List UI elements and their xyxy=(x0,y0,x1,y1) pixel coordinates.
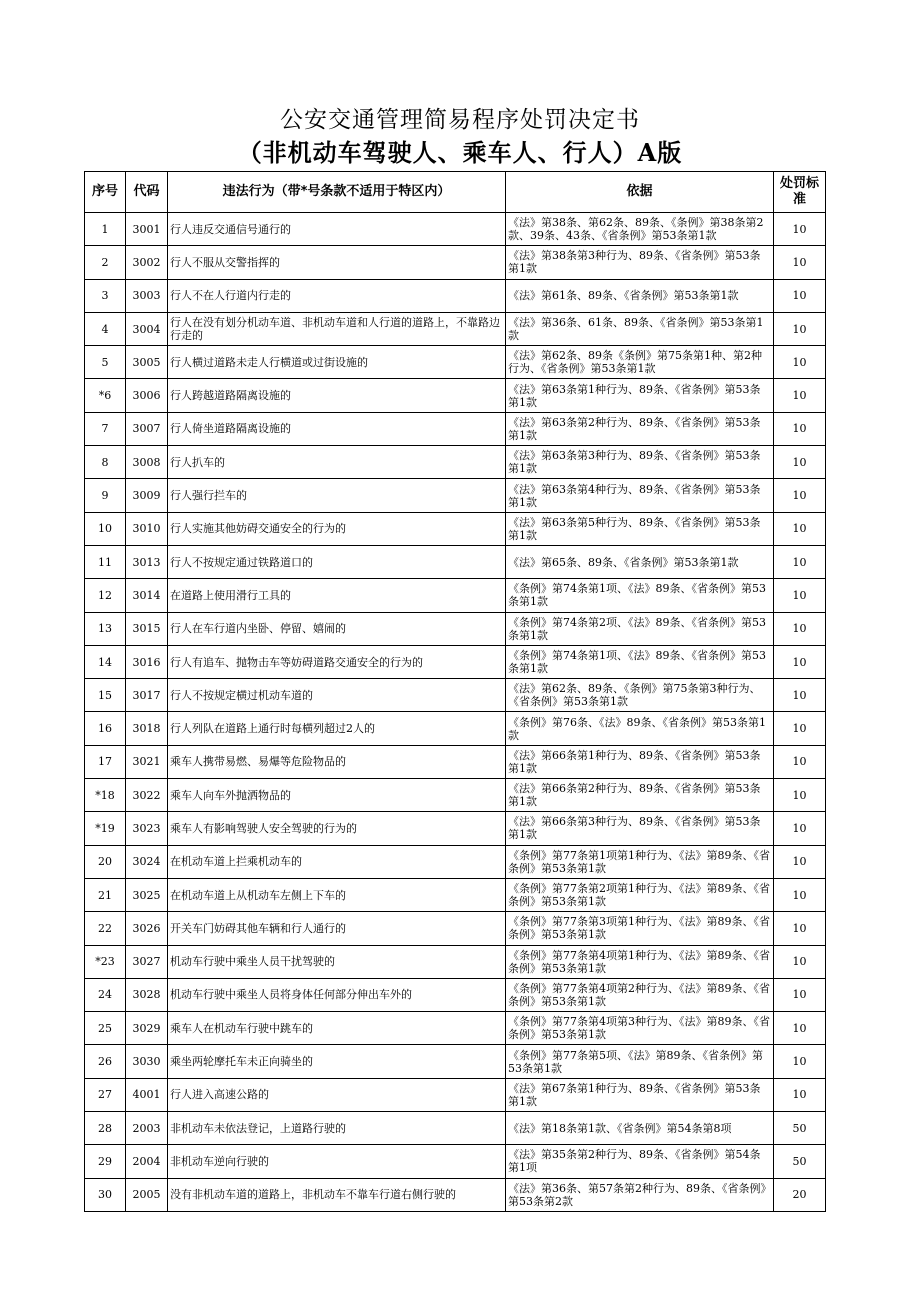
table-row xyxy=(85,1145,826,1178)
table-row xyxy=(85,712,826,745)
cell-seq: 26 xyxy=(85,1045,126,1078)
table-row xyxy=(85,1045,826,1078)
header-basis: 依据 xyxy=(506,172,774,213)
cell-code: 3028 xyxy=(126,978,168,1011)
cell-act: 在机动车道上从机动车左侧上下车的 xyxy=(168,878,506,911)
cell-code: 3006 xyxy=(126,379,168,412)
cell-basis: 《法》第63条第2种行为、89条、《省条例》第53条第1款 xyxy=(506,412,774,445)
cell-std: 10 xyxy=(774,213,826,246)
table-row xyxy=(85,1012,826,1045)
header-seq: 序号 xyxy=(85,172,126,213)
cell-act: 行人扒车的 xyxy=(168,446,506,479)
cell-code: 3013 xyxy=(126,545,168,578)
header-std: 处罚标准 xyxy=(774,172,826,213)
cell-act: 行人倚坐道路隔离设施的 xyxy=(168,412,506,445)
cell-seq: 17 xyxy=(85,745,126,778)
cell-code: 3029 xyxy=(126,1012,168,1045)
cell-std: 10 xyxy=(774,679,826,712)
table-row xyxy=(85,246,826,279)
cell-basis: 《法》第62条、89条、《条例》第75条第3种行为、《省条例》第53条第1款 xyxy=(506,679,774,712)
table-row xyxy=(85,1078,826,1111)
cell-code: 3005 xyxy=(126,346,168,379)
cell-code: 3014 xyxy=(126,579,168,612)
cell-act: 乘车人向车外抛洒物品的 xyxy=(168,779,506,812)
cell-std: 10 xyxy=(774,779,826,812)
cell-code: 3017 xyxy=(126,679,168,712)
cell-seq: 16 xyxy=(85,712,126,745)
cell-basis: 《法》第66条第2种行为、89条、《省条例》第53条第1款 xyxy=(506,779,774,812)
table-row xyxy=(85,346,826,379)
cell-basis: 《法》第62条、89条《条例》第75条第1种、第2种行为、《省条例》第53条第1款 xyxy=(506,346,774,379)
table-row xyxy=(85,745,826,778)
cell-basis: 《法》第35条第2种行为、89条、《省条例》第54条第1项 xyxy=(506,1145,774,1178)
cell-std: 10 xyxy=(774,379,826,412)
table-row xyxy=(85,779,826,812)
cell-basis: 《法》第38条、第62条、89条、《条例》第38条第2款、39条、43条、《省条例》第53条第1款 xyxy=(506,213,774,246)
cell-std: 10 xyxy=(774,1078,826,1111)
cell-basis: 《法》第18条第1款、《省条例》第54条第8项 xyxy=(506,1112,774,1145)
cell-std: 50 xyxy=(774,1145,826,1178)
page-title: 公安交通管理简易程序处罚决定书 xyxy=(280,107,640,133)
cell-std: 10 xyxy=(774,612,826,645)
cell-seq: 5 xyxy=(85,346,126,379)
cell-code: 3007 xyxy=(126,412,168,445)
table-row xyxy=(85,1112,826,1145)
cell-code: 3002 xyxy=(126,246,168,279)
cell-basis: 《法》第63条第4种行为、89条、《省条例》第53条第1款 xyxy=(506,479,774,512)
cell-basis: 《法》第63条第3种行为、89条、《省条例》第53条第1款 xyxy=(506,446,774,479)
cell-std: 10 xyxy=(774,312,826,345)
cell-act: 没有非机动车道的道路上，非机动车不靠车行道右侧行驶的 xyxy=(168,1178,506,1211)
cell-basis: 《条例》第77条第5项、《法》第89条、《省条例》第53条第1款 xyxy=(506,1045,774,1078)
cell-std: 20 xyxy=(774,1178,826,1211)
cell-act: 行人不按规定通过铁路道口的 xyxy=(168,545,506,578)
table-row xyxy=(85,446,826,479)
cell-code: 4001 xyxy=(126,1078,168,1111)
cell-std: 10 xyxy=(774,945,826,978)
cell-seq: 21 xyxy=(85,878,126,911)
cell-std: 10 xyxy=(774,1045,826,1078)
cell-basis: 《条例》第77条第2项第1种行为、《法》第89条、《省条例》第53条第1款 xyxy=(506,878,774,911)
cell-std: 10 xyxy=(774,246,826,279)
cell-std: 10 xyxy=(774,412,826,445)
cell-seq: 1 xyxy=(85,213,126,246)
cell-code: 3008 xyxy=(126,446,168,479)
cell-std: 10 xyxy=(774,978,826,1011)
cell-basis: 《法》第38条第3种行为、89条、《省条例》第53条第1款 xyxy=(506,246,774,279)
cell-code: 3030 xyxy=(126,1045,168,1078)
cell-std: 10 xyxy=(774,279,826,312)
cell-seq: 15 xyxy=(85,679,126,712)
cell-basis: 《法》第63条第1种行为、89条、《省条例》第53条第1款 xyxy=(506,379,774,412)
cell-act: 在道路上使用滑行工具的 xyxy=(168,579,506,612)
cell-act: 非机动车逆向行驶的 xyxy=(168,1145,506,1178)
table-row xyxy=(85,479,826,512)
cell-act: 乘坐两轮摩托车未正向骑坐的 xyxy=(168,1045,506,1078)
table-row xyxy=(85,379,826,412)
cell-code: 3021 xyxy=(126,745,168,778)
cell-act: 行人跨越道路隔离设施的 xyxy=(168,379,506,412)
cell-std: 10 xyxy=(774,545,826,578)
cell-basis: 《条例》第77条第4项第2种行为、《法》第89条、《省条例》第53条第1款 xyxy=(506,978,774,1011)
cell-act: 行人不服从交警指挥的 xyxy=(168,246,506,279)
cell-code: 3018 xyxy=(126,712,168,745)
cell-seq: 2 xyxy=(85,246,126,279)
table-row xyxy=(85,545,826,578)
cell-basis: 《条例》第77条第4项第3种行为、《法》第89条、《省条例》第53条第1款 xyxy=(506,1012,774,1045)
cell-seq: 30 xyxy=(85,1178,126,1211)
cell-std: 10 xyxy=(774,878,826,911)
table-row xyxy=(85,279,826,312)
cell-basis: 《条例》第74条第1项、《法》89条、《省条例》第53条第1款 xyxy=(506,645,774,678)
cell-seq: 12 xyxy=(85,579,126,612)
cell-act: 在机动车道上拦乘机动车的 xyxy=(168,845,506,878)
cell-seq: 10 xyxy=(85,512,126,545)
cell-code: 3023 xyxy=(126,812,168,845)
cell-std: 10 xyxy=(774,912,826,945)
cell-act: 非机动车未依法登记，上道路行驶的 xyxy=(168,1112,506,1145)
cell-basis: 《法》第65条、89条、《省条例》第53条第1款 xyxy=(506,545,774,578)
cell-act: 行人违反交通信号通行的 xyxy=(168,213,506,246)
cell-seq: 29 xyxy=(85,1145,126,1178)
cell-std: 10 xyxy=(774,479,826,512)
cell-code: 3003 xyxy=(126,279,168,312)
cell-act: 行人实施其他妨碍交通安全的行为的 xyxy=(168,512,506,545)
cell-basis: 《法》第66条第3种行为、89条、《省条例》第53条第1款 xyxy=(506,812,774,845)
cell-seq: 20 xyxy=(85,845,126,878)
cell-std: 10 xyxy=(774,346,826,379)
table-row xyxy=(85,312,826,345)
cell-seq: 27 xyxy=(85,1078,126,1111)
cell-basis: 《条例》第77条第4项第1种行为、《法》第89条、《省条例》第53条第1款 xyxy=(506,945,774,978)
table-row xyxy=(85,645,826,678)
cell-code: 2004 xyxy=(126,1145,168,1178)
cell-seq: 22 xyxy=(85,912,126,945)
cell-basis: 《法》第36条、61条、89条、《省条例》第53条第1款 xyxy=(506,312,774,345)
table-row xyxy=(85,612,826,645)
table-row xyxy=(85,945,826,978)
cell-basis: 《法》第63条第5种行为、89条、《省条例》第53条第1款 xyxy=(506,512,774,545)
cell-code: 3024 xyxy=(126,845,168,878)
cell-basis: 《条例》第74条第1项、《法》89条、《省条例》第53条第1款 xyxy=(506,579,774,612)
cell-act: 乘车人在机动车行驶中跳车的 xyxy=(168,1012,506,1045)
cell-act: 机动车行驶中乘坐人员将身体任何部分伸出车外的 xyxy=(168,978,506,1011)
cell-seq: 14 xyxy=(85,645,126,678)
cell-code: 3009 xyxy=(126,479,168,512)
page-subtitle: （非机动车驾驶人、乘车人、行人）A版 xyxy=(237,138,683,167)
cell-code: 2005 xyxy=(126,1178,168,1211)
cell-code: 3026 xyxy=(126,912,168,945)
cell-std: 50 xyxy=(774,1112,826,1145)
cell-code: 2003 xyxy=(126,1112,168,1145)
cell-basis: 《法》第36条、第57条第2种行为、89条、《省条例》第53条第2款 xyxy=(506,1178,774,1211)
cell-code: 3027 xyxy=(126,945,168,978)
table-row xyxy=(85,845,826,878)
table-row xyxy=(85,512,826,545)
table-row xyxy=(85,1178,826,1211)
table-row xyxy=(85,679,826,712)
cell-seq: 28 xyxy=(85,1112,126,1145)
cell-act: 行人横过道路未走人行横道或过街设施的 xyxy=(168,346,506,379)
penalty-table xyxy=(84,171,826,1212)
cell-act: 行人在车行道内坐卧、停留、嬉闹的 xyxy=(168,612,506,645)
cell-act: 行人进入高速公路的 xyxy=(168,1078,506,1111)
cell-std: 10 xyxy=(774,579,826,612)
cell-seq: *6 xyxy=(85,379,126,412)
table-row xyxy=(85,978,826,1011)
table-body xyxy=(85,213,826,1212)
cell-act: 乘车人携带易燃、易爆等危险物品的 xyxy=(168,745,506,778)
cell-act: 行人在没有划分机动车道、非机动车道和人行道的道路上，不靠路边行走的 xyxy=(168,312,506,345)
table-row xyxy=(85,412,826,445)
cell-code: 3001 xyxy=(126,213,168,246)
cell-seq: 11 xyxy=(85,545,126,578)
cell-act: 开关车门妨碍其他车辆和行人通行的 xyxy=(168,912,506,945)
table-row xyxy=(85,812,826,845)
table-row xyxy=(85,213,826,246)
cell-code: 3022 xyxy=(126,779,168,812)
cell-std: 10 xyxy=(774,745,826,778)
cell-seq: 4 xyxy=(85,312,126,345)
table-row xyxy=(85,878,826,911)
cell-act: 行人有追车、抛物击车等妨碍道路交通安全的行为的 xyxy=(168,645,506,678)
header-act: 违法行为（带*号条款不适用于特区内） xyxy=(168,172,506,213)
cell-std: 10 xyxy=(774,812,826,845)
cell-basis: 《条例》第77条第1项第1种行为、《法》第89条、《省条例》第53条第1款 xyxy=(506,845,774,878)
cell-code: 3025 xyxy=(126,878,168,911)
cell-act: 行人不在人行道内行走的 xyxy=(168,279,506,312)
cell-act: 乘车人有影响驾驶人安全驾驶的行为的 xyxy=(168,812,506,845)
cell-seq: *18 xyxy=(85,779,126,812)
cell-basis: 《条例》第74条第2项、《法》89条、《省条例》第53条第1款 xyxy=(506,612,774,645)
cell-basis: 《条例》第76条、《法》89条、《省条例》第53条第1款 xyxy=(506,712,774,745)
cell-std: 10 xyxy=(774,446,826,479)
cell-seq: *23 xyxy=(85,945,126,978)
cell-std: 10 xyxy=(774,712,826,745)
cell-act: 机动车行驶中乘坐人员干扰驾驶的 xyxy=(168,945,506,978)
cell-seq: 13 xyxy=(85,612,126,645)
cell-basis: 《法》第61条、89条、《省条例》第53条第1款 xyxy=(506,279,774,312)
cell-seq: 7 xyxy=(85,412,126,445)
cell-seq: 8 xyxy=(85,446,126,479)
table-row xyxy=(85,912,826,945)
table-row xyxy=(85,579,826,612)
cell-seq: *19 xyxy=(85,812,126,845)
cell-act: 行人不按规定横过机动车道的 xyxy=(168,679,506,712)
cell-seq: 24 xyxy=(85,978,126,1011)
cell-code: 3010 xyxy=(126,512,168,545)
cell-code: 3016 xyxy=(126,645,168,678)
cell-basis: 《条例》第77条第3项第1种行为、《法》第89条、《省条例》第53条第1款 xyxy=(506,912,774,945)
cell-std: 10 xyxy=(774,645,826,678)
cell-std: 10 xyxy=(774,845,826,878)
cell-code: 3015 xyxy=(126,612,168,645)
cell-seq: 9 xyxy=(85,479,126,512)
cell-act: 行人强行拦车的 xyxy=(168,479,506,512)
cell-seq: 25 xyxy=(85,1012,126,1045)
cell-std: 10 xyxy=(774,1012,826,1045)
cell-code: 3004 xyxy=(126,312,168,345)
table-header-row xyxy=(85,172,826,213)
cell-std: 10 xyxy=(774,512,826,545)
cell-basis: 《法》第67条第1种行为、89条、《省条例》第53条第1款 xyxy=(506,1078,774,1111)
cell-basis: 《法》第66条第1种行为、89条、《省条例》第53条第1款 xyxy=(506,745,774,778)
header-code: 代码 xyxy=(126,172,168,213)
cell-seq: 3 xyxy=(85,279,126,312)
cell-act: 行人列队在道路上通行时每横列超过2人的 xyxy=(168,712,506,745)
